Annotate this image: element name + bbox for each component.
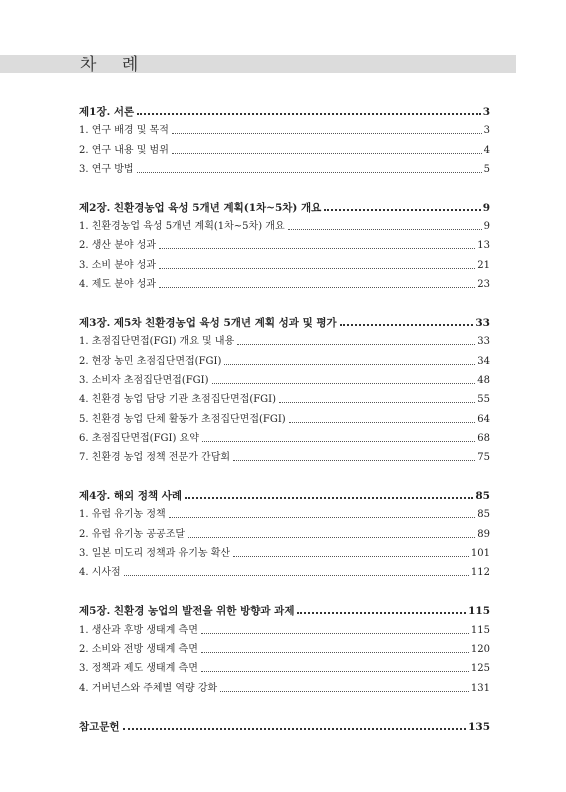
- chapter-heading[interactable]: [79, 309, 490, 329]
- toc-item-label: 1. 연구 배경 및 목적: [79, 125, 169, 137]
- dot-leader: [188, 537, 475, 538]
- dot-leader: [289, 422, 476, 423]
- page-number: 48: [477, 374, 490, 386]
- references-heading[interactable]: [79, 713, 490, 733]
- toc-item-label: 1. 생산과 후방 생태계 측면: [79, 624, 198, 636]
- dot-leader: [202, 441, 475, 442]
- toc-item[interactable]: [79, 214, 490, 233]
- dot-leader: [279, 402, 475, 403]
- dot-leader: [297, 612, 466, 614]
- page-number: 21: [477, 259, 490, 271]
- dot-leader: [172, 153, 482, 154]
- page-number: 3: [483, 125, 490, 137]
- toc-item[interactable]: [79, 426, 490, 445]
- page-number: 120: [470, 643, 490, 655]
- chapter-heading-label: 제4장. 해외 정책 사례: [79, 490, 183, 503]
- chapter-heading-label: 제2장. 친환경농업 육성 5개년 계획(1차~5차) 개요: [79, 201, 322, 214]
- dot-leader: [159, 287, 475, 288]
- toc-item[interactable]: [79, 637, 490, 656]
- chapter-heading[interactable]: [79, 482, 490, 502]
- toc-item[interactable]: [79, 445, 490, 464]
- title-band: [0, 55, 516, 73]
- toc-item[interactable]: [79, 137, 490, 156]
- toc-item-label: 3. 일본 미도리 정책과 유기농 확산: [79, 548, 231, 560]
- page-number: 112: [470, 567, 490, 579]
- page-number: 85: [477, 509, 490, 521]
- page-number: 5: [483, 163, 490, 175]
- toc-item[interactable]: [79, 617, 490, 636]
- toc-item[interactable]: [79, 368, 490, 387]
- page-number: 131: [470, 682, 490, 694]
- page-number: 135: [468, 720, 490, 733]
- dot-leader: [201, 633, 469, 634]
- chapter-heading-label: 제1장. 서론: [79, 106, 135, 118]
- chapter-heading[interactable]: [79, 194, 490, 214]
- toc-item[interactable]: [79, 233, 490, 252]
- toc-item[interactable]: [79, 272, 490, 291]
- toc-item[interactable]: [79, 118, 490, 137]
- dot-leader: [123, 728, 467, 730]
- toc-item-label: 4. 거버넌스와 주체별 역량 강화: [79, 682, 218, 694]
- page-number: 115: [470, 624, 490, 636]
- toc-item-label: 4. 시사점: [79, 567, 121, 579]
- toc-section: [79, 597, 490, 694]
- chapter-heading[interactable]: [79, 98, 490, 118]
- dot-leader: [124, 575, 469, 576]
- toc-item-label: 3. 소비 분야 성과: [79, 259, 157, 271]
- toc-section: [79, 309, 490, 464]
- dot-leader: [324, 209, 480, 211]
- toc-item[interactable]: [79, 252, 490, 271]
- page-number: 125: [470, 663, 490, 675]
- table-of-contents: [79, 98, 490, 733]
- page-number: 75: [477, 452, 490, 464]
- toc-item[interactable]: [79, 675, 490, 694]
- dot-leader: [201, 671, 469, 672]
- toc-item-label: 1. 유럽 유기농 정책: [79, 509, 166, 521]
- page-number: 33: [477, 336, 490, 348]
- toc-item[interactable]: [79, 656, 490, 675]
- dot-leader: [169, 517, 476, 518]
- toc-item-label: 2. 생산 분야 성과: [79, 240, 157, 252]
- toc-item-label: 4. 친환경 농업 담당 기관 초점집단면접(FGI): [79, 394, 277, 406]
- dot-leader: [220, 691, 469, 692]
- toc-item[interactable]: [79, 406, 490, 425]
- toc-item[interactable]: [79, 157, 490, 176]
- toc-item-label: 3. 소비자 초점집단면접(FGI): [79, 374, 209, 386]
- toc-item-label: 7. 친환경 농업 정책 전문가 간담회: [79, 452, 231, 464]
- page-number: 13: [477, 240, 490, 252]
- toc-item-label: 4. 제도 분야 성과: [79, 279, 157, 291]
- toc-section: [79, 194, 490, 291]
- chapter-heading-label: 제3장. 제5차 친환경농업 육성 5개년 계획 성과 및 평가: [79, 317, 337, 330]
- dot-leader: [233, 556, 469, 557]
- page-title: 차 례: [80, 55, 149, 75]
- page-number: 9: [483, 221, 490, 233]
- toc-item-label: 1. 초점집단면접(FGI) 개요 및 내용: [79, 336, 235, 348]
- toc-item[interactable]: [79, 521, 490, 540]
- toc-section: [79, 482, 490, 579]
- toc-item-label: 2. 소비와 전방 생태계 측면: [79, 643, 198, 655]
- chapter-heading-label: 참고문헌: [79, 720, 120, 733]
- dot-leader: [172, 133, 482, 134]
- page-number: 34: [477, 355, 490, 367]
- toc-item[interactable]: [79, 387, 490, 406]
- toc-item[interactable]: [79, 541, 490, 560]
- toc-item[interactable]: [79, 329, 490, 348]
- toc-item[interactable]: [79, 502, 490, 521]
- dot-leader: [159, 268, 475, 269]
- page-number: 89: [477, 528, 490, 540]
- page-number: 33: [475, 317, 490, 330]
- page-number: 64: [477, 413, 490, 425]
- toc-item-label: 3. 연구 방법: [79, 163, 134, 175]
- page-number: 101: [470, 548, 490, 560]
- page-number: 23: [477, 279, 490, 291]
- toc-item-label: 2. 현장 농민 초점집단면접(FGI): [79, 355, 222, 367]
- dot-leader: [137, 172, 482, 173]
- toc-item-label: 3. 정책과 제도 생태계 측면: [79, 663, 198, 675]
- dot-leader: [340, 324, 474, 326]
- dot-leader: [212, 383, 476, 384]
- dot-leader: [237, 344, 475, 345]
- toc-section: [79, 98, 490, 176]
- toc-item[interactable]: [79, 560, 490, 579]
- dot-leader: [159, 248, 475, 249]
- toc-item[interactable]: [79, 348, 490, 367]
- toc-item-label: 2. 연구 내용 및 범위: [79, 144, 169, 156]
- dot-leader: [224, 364, 475, 365]
- page-number: 55: [477, 394, 490, 406]
- dot-leader: [233, 460, 475, 461]
- dot-leader: [288, 229, 482, 230]
- page-number: 3: [482, 106, 490, 118]
- toc-item-label: 5. 친환경 농업 단체 활동가 초점집단면접(FGI): [79, 413, 286, 425]
- page-number: 68: [477, 432, 490, 444]
- toc-item-label: 2. 유럽 유기농 공공조달: [79, 528, 186, 540]
- page-number: 85: [475, 490, 490, 503]
- page-number: 9: [482, 201, 490, 214]
- dot-leader: [201, 652, 469, 653]
- page-number: 115: [468, 605, 490, 618]
- dot-leader: [185, 497, 473, 499]
- toc-item-label: 6. 초점집단면접(FGI) 요약: [79, 432, 199, 444]
- chapter-heading-label: 제5장. 친환경 농업의 발전을 위한 방향과 과제: [79, 605, 295, 618]
- toc-item-label: 1. 친환경농업 육성 5개년 계획(1차~5차) 개요: [79, 221, 285, 233]
- chapter-heading[interactable]: [79, 597, 490, 617]
- dot-leader: [137, 113, 480, 115]
- page-number: 4: [483, 144, 490, 156]
- references-section: [79, 713, 490, 733]
